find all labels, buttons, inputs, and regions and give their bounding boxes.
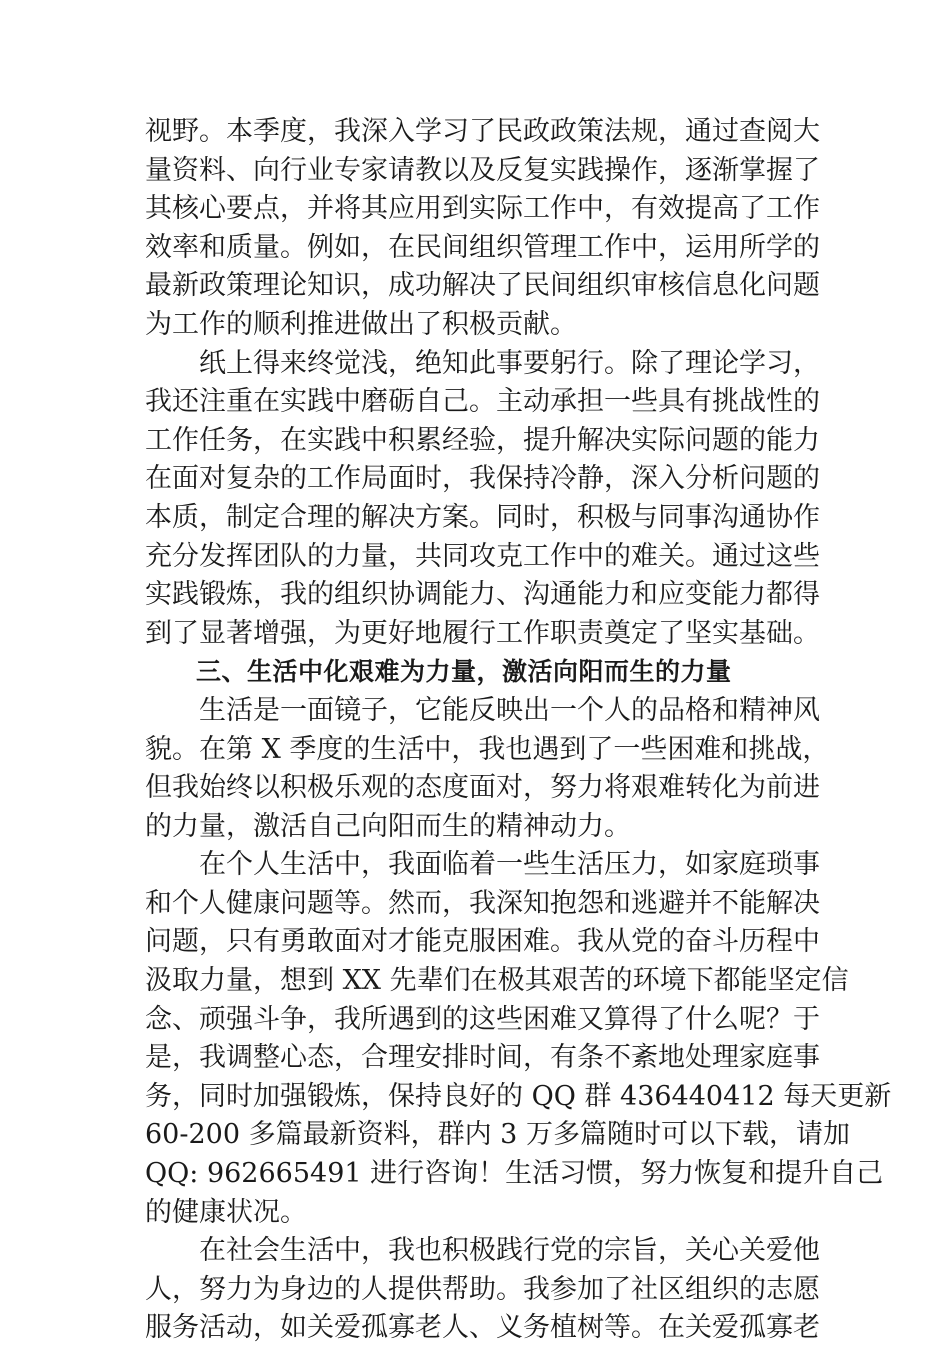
paragraph-first-line: 生活是一面镜子，它能反映出一个人的品格和精神风: [199, 694, 820, 726]
text-line: 效率和质量。例如，在民间组织管理工作中，运用所学的: [145, 231, 820, 263]
text-line: 60-200 多篇最新资料，群内 3 万多篇随时可以下载，请加: [145, 1119, 850, 1151]
text-line: 工作任务，在实践中积累经验，提升解决实际问题的能力: [145, 424, 820, 456]
text-line: 视野。本季度，我深入学习了民政政策法规，通过查阅大: [145, 116, 820, 147]
text-line: 为工作的顺利推进做出了积极贡献。: [145, 308, 577, 340]
text-line: 到了显著增强，为更好地履行工作职责奠定了坚实基础。: [145, 617, 820, 649]
text-line: 的健康状况。: [145, 1196, 307, 1228]
text-line: 的力量，激活自己向阳而生的精神动力。: [145, 810, 631, 842]
text-line: 务，同时加强锻炼，保持良好的 QQ 群 436440412 每天更新: [145, 1080, 892, 1112]
text-line: 问题，只有勇敢面对才能克服困难。我从党的奋斗历程中: [145, 926, 820, 958]
text-line: 量资料、向行业专家请教以及反复实践操作，逐渐掌握了: [145, 154, 820, 186]
text-line: 本质，制定合理的解决方案。同时，积极与同事沟通协作: [145, 501, 820, 533]
section-heading: 三、生活中化艰难为力量，激活向阳而生的力量: [196, 657, 732, 687]
text-line: 最新政策理论知识，成功解决了民间组织审核信息化问题: [145, 270, 820, 302]
document-body: [145, 113, 892, 1348]
text-line: QQ: 962665491 进行咨询！生活习惯，努力恢复和提升自己: [145, 1158, 884, 1190]
paragraph-first-line: 纸上得来终觉浅，绝知此事要躬行。除了理论学习，: [199, 347, 820, 379]
text-line: 服务活动，如关爱孤寡老人、义务植树等。在关爱孤寡老: [145, 1312, 820, 1344]
text-line: 实践锻炼，我的组织协调能力、沟通能力和应变能力都得: [145, 579, 820, 611]
paragraph-first-line: 在个人生活中，我面临着一些生活压力，如家庭琐事: [199, 849, 820, 881]
text-line: 在面对复杂的工作局面时，我保持冷静，深入分析问题的: [145, 463, 820, 495]
text-line: 但我始终以积极乐观的态度面对，努力将艰难转化为前进: [145, 772, 820, 804]
text-line: 念、顽强斗争，我所遇到的这些困难又算得了什么呢？于: [145, 1003, 820, 1035]
text-line: 其核心要点，并将其应用到实际工作中，有效提高了工作: [145, 193, 820, 225]
text-line: 人，努力为身边的人提供帮助。我参加了社区组织的志愿: [145, 1273, 820, 1305]
text-line: 是，我调整心态，合理安排时间，有条不紊地处理家庭事: [145, 1042, 820, 1074]
paragraph-first-line: 在社会生活中，我也积极践行党的宗旨，关心关爱他: [199, 1235, 820, 1267]
text-line: 汲取力量，想到 XX 先辈们在极其艰苦的环境下都能坚定信: [145, 965, 849, 997]
text-line: 充分发挥团队的力量，共同攻克工作中的难关。通过这些: [145, 540, 820, 572]
text-line: 和个人健康问题等。然而，我深知抱怨和逃避并不能解决: [145, 887, 820, 919]
text-line: 貌。在第 X 季度的生活中，我也遇到了一些困难和挑战，: [145, 733, 830, 765]
text-line: 我还注重在实践中磨砺自己。主动承担一些具有挑战性的: [145, 386, 820, 418]
